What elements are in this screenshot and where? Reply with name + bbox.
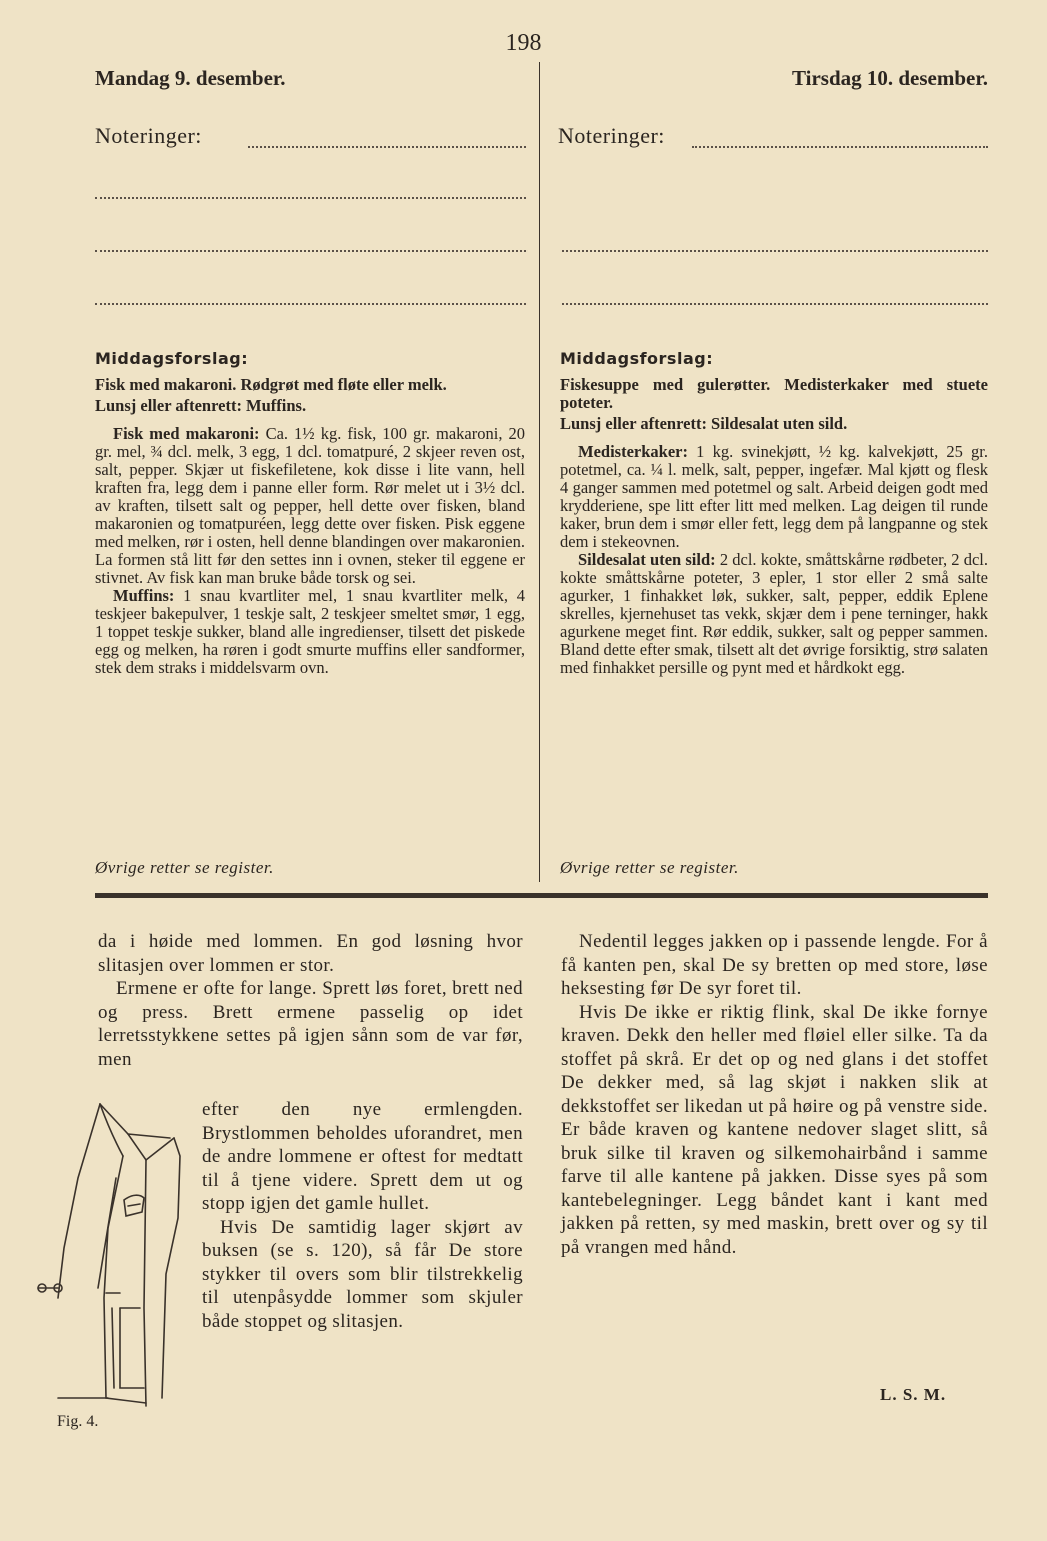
left-lunch: Lunsj eller aftenrett: Muffins.	[95, 396, 307, 415]
left-recipe-1-title: Fisk med makaroni:	[113, 424, 260, 443]
left-recipe-2-text: 1 snau kvartliter mel, 1 snau kvartliter melk, 4 teskjeer bakepulver, 1 teskje salt, 2 teskjeer smeltet smør, 1 egg, 1 toppet teskje sukker, bland alle ingredienser, tilsett det piskede egg og melken, ha røren i godt smurte muffins eller sandformer, stek dem straks i middelsvarm ovn.	[95, 586, 526, 677]
page-number: 198	[505, 30, 542, 56]
article-right-paragraph-2: Hvis De ikke er riktig flink, skal De ikke fornye kraven. Dekk den heller med fløiel eller silke. Ta da stoffet på skrå. Er det op og ned glans i det stoffet De dekker med, så lag skjøt i nakken slik at dekkstoffet ser likedan ut på høire og på venstre side. Er både kraven og kantene nedover slaget slitt, så bruk silke til kraven og silkemohairbånd i samme farve til alle kantene på jakken. Disse syes på som kantebelegninger. Legg båndet kant i kant med jakken på retten, sy med maskin, brett over og sy til på vrangen med hånd.	[561, 1001, 988, 1258]
column-divider	[539, 62, 540, 882]
article-left-paragraph-4: Hvis De samtidig lager skjørt av buksen (se s. 120), så får De store stykker til overs som blir tilstrekkelig til utenpåsydde lommer som skjuler både stoppet og slitasjen.	[202, 1216, 523, 1332]
right-notes-label: Noteringer:	[558, 123, 665, 148]
right-recipe-1	[560, 443, 988, 551]
figure-caption: Fig. 4.	[57, 1413, 99, 1430]
left-notes-label: Noteringer:	[95, 123, 202, 148]
right-recipe-2-text: 2 dcl. kokte, småttskårne rødbeter, 2 dcl. kokte småttskårne poteter, 3 epler, 1 stor eller 2 små salte agurker, 1 finhakket løk, sukker, salt, pepper, eddik Eplene skrelles, kjernehuset tas vekk, skjær dem i pene terninger, hakk agurkene meget fint. Rør eddik, sukker, salt og pepper sammen. Bland dette efter smak, tilsett alt det øvrige forsiktig, strø salaten med finhakket persille og pynt med et hårdkokt egg.	[560, 550, 989, 677]
left-header	[95, 66, 525, 149]
article-right-paragraph-1: Nedentil legges jakken op i passende lengde. For å få kanten pen, skal De sy bretten op med store, løse heksesting før De syr foret til.	[561, 931, 988, 999]
author-signature: L. S. M.	[880, 1385, 947, 1404]
right-notes-dots-3	[562, 303, 988, 305]
left-recipe-2-title: Muffins:	[113, 586, 175, 605]
right-header	[558, 66, 988, 149]
right-recipe-2	[560, 551, 988, 677]
left-footer: Øvrige retter se register.	[95, 858, 274, 877]
jacket-sketch-figure	[28, 1098, 198, 1413]
left-day-title: Mandag 9. desember.	[95, 66, 286, 90]
right-recipe-1-text: 1 kg. svinekjøtt, ½ kg. kalvekjøtt, 25 gr. potetmel, ca. ¼ l. melk, salt, pepper, ingefær. Mal kjøtt og flesk 4 ganger sammen med potetmel og salt. Arbeid deigen godt med krydderiene, spe litt efter litt med melken. Lag deigen til runde kaker, brun dem i smør eller fett, legg dem på langpanne og stek dem i stekeovnen.	[560, 442, 988, 551]
right-section-heading: Middagsforslag:	[560, 349, 714, 368]
section-divider	[95, 893, 988, 898]
article-left-top	[98, 930, 523, 1071]
left-notes-dots-3	[95, 250, 526, 252]
article-left-paragraph-3: efter den nye ermlengden. Brystlommen beholdes uforandret, men de andre lommene er oftest for medtatt til å tjene videre. Sprett dem ut og stopp igjen det gamle hullet.	[202, 1099, 523, 1214]
right-footer: Øvrige retter se register.	[560, 858, 739, 877]
right-notes-dots-2	[562, 250, 988, 252]
left-recipes	[95, 350, 525, 677]
left-section-heading: Middagsforslag:	[95, 349, 249, 368]
right-notes-dots-1	[692, 146, 988, 148]
right-lunch: Lunsj eller aftenrett: Sildesalat uten sild.	[560, 414, 848, 433]
left-notes-dots-1	[248, 146, 526, 148]
left-menu: Fisk med makaroni. Rødgrøt med fløte eller melk.	[95, 375, 447, 394]
right-recipes	[560, 350, 988, 677]
left-recipe-1-text: Ca. 1½ kg. fisk, 100 gr. makaroni, 20 gr. mel, ¾ dcl. melk, 3 egg, 1 dcl. tomatpuré, 2 skjeer reven ost, salt, pepper. Skjær ut fiskefiletene, kok disse i lite vann, hell kraften fra, legg dem i panne eller form. Rør melet ut i 3½ dcl. av kraften, tilsett salt og pepper, hell dette over fisken, bland makaronien og tomatpuréen, legg dette over fisken. Pisk eggene med melken, rør i osten, hell denne blandingen over makaronien. La formen stå litt før den settes inn i ovnen, steker til eggene er stivnet. Av fisk kan man bruke både torsk og sei.	[95, 424, 525, 587]
article-right	[561, 930, 988, 1259]
left-notes-dots-2	[95, 197, 526, 199]
right-menu: Fiskesuppe med gulerøtter. Medisterkaker med stuete poteter.	[560, 375, 988, 412]
left-recipe-2	[95, 587, 525, 677]
article-left-paragraph-2: Ermene er ofte for lange. Sprett løs foret, brett ned og press. Brett ermene passelig op idet lerretsstykkene settes på igjen sånn som de var før, men	[98, 978, 523, 1070]
article-left-wrap	[202, 1098, 523, 1333]
right-recipe-1-title: Medisterkaker:	[578, 442, 688, 461]
right-day-title: Tirsdag 10. desember.	[791, 66, 988, 90]
left-notes-dots-4	[95, 303, 526, 305]
left-recipe-1	[95, 425, 525, 587]
article-left-paragraph-1: da i høide med lommen. En god løsning hvor slitasjen over lommen er stor.	[98, 931, 523, 976]
right-recipe-2-title: Sildesalat uten sild:	[578, 550, 716, 569]
